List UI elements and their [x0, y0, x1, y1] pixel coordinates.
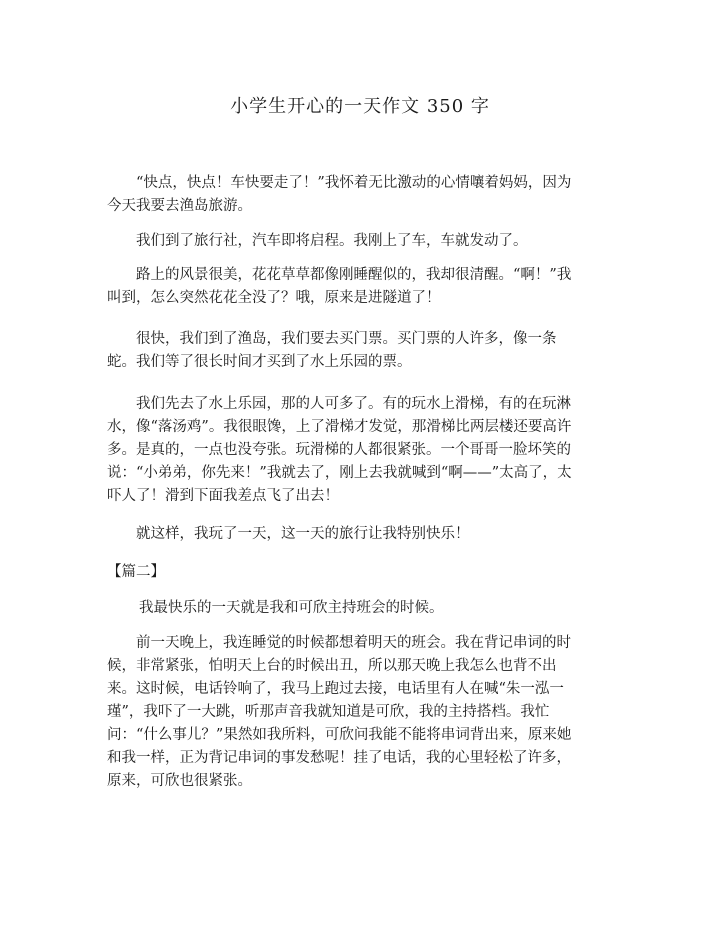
paragraph-4: 很快，我们到了渔岛，我们要去买门票。买门票的人许多，像一条蛇。我们等了很长时间才买到了水上乐园的票。 — [107, 331, 557, 370]
paragraph-5: 我们先去了水上乐园，那的人可多了。有的玩水上滑梯，有的在玩淋水，像“落汤鸡”。我很眼馋，上了滑梯才发觉，那滑梯比两层楼还要高许多。是真的，一点也没夸张。玩滑梯的人都很紧张。一个哥哥一脸坏笑的说：“小弟弟，你先来！”我就去了，刚上去我就喊到“啊——”太高了，太吓人了！滑到下面我差点飞了出去！ — [107, 396, 572, 504]
document-title: 小学生开心的一天作文 350 字 — [230, 96, 490, 117]
section-heading: 【篇二】 — [107, 564, 165, 580]
section2-paragraph-1: 我最快乐的一天就是我和可欣主持班会的时候。 — [139, 600, 444, 616]
paragraph-1: “快点，快点！车快要走了！”我怀着无比激动的心情嚷着妈妈，因为今天我要去渔岛旅游。 — [107, 175, 572, 214]
paragraph-3: 路上的风景很美，花花草草都像刚睡醒似的，我却很清醒。“啊！”我叫到，怎么突然花花全没了？哦，原来是进隧道了！ — [107, 267, 572, 306]
section2-paragraph-2: 前一天晚上，我连睡觉的时候都想着明天的班会。我在背记串词的时候，非常紧张，怕明天上台的时候出丑，所以那天晚上我怎么也背不出来。这时候，电话铃响了，我马上跑过去接，电话里有人在喊“朱一泓一瑾”，我吓了一大跳，听那声音我就知道是可欣，我的主持搭档。我忙问：“什么事儿？”果然如我所料，可欣问我能不能将串词背出来，原来她和我一样，正为背记串词的事发愁呢！挂了电话，我的心里轻松了许多，原来，可欣也很紧张。 — [107, 635, 572, 789]
paragraph-2: 我们到了旅行社，汽车即将启程。我刚上了车，车就发动了。 — [136, 233, 528, 249]
paragraph-6: 就这样，我玩了一天，这一天的旅行让我特别快乐！ — [136, 526, 470, 542]
